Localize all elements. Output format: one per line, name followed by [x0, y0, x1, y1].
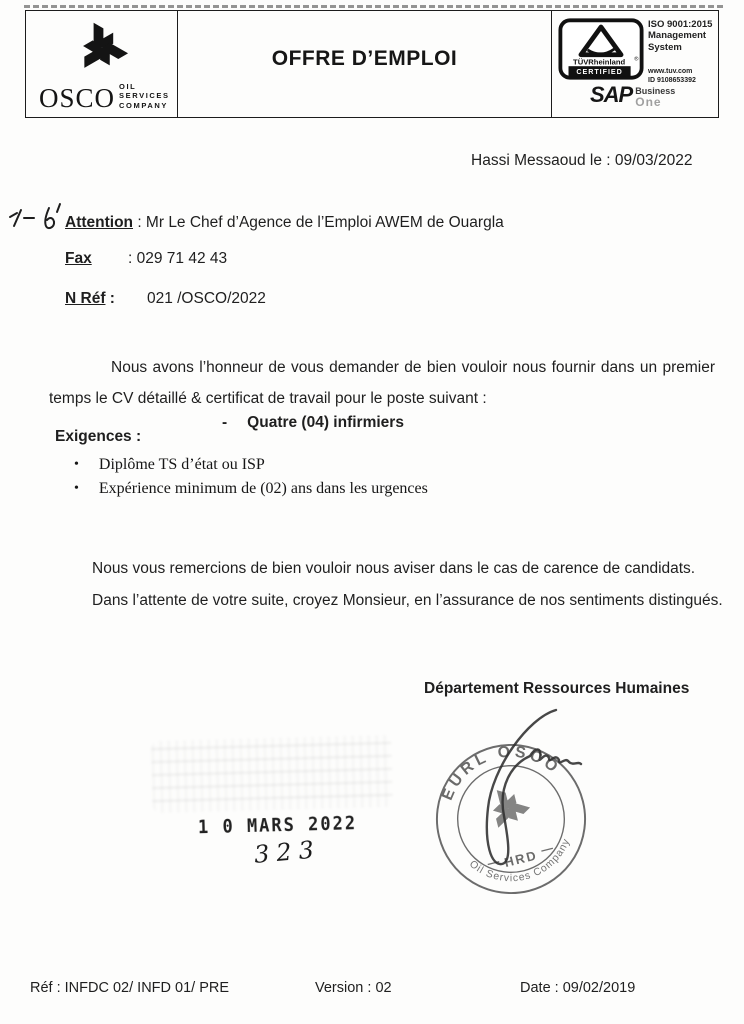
- footer-date: Date : 09/02/2019: [520, 980, 636, 996]
- requirements-label: Exigences :: [55, 428, 142, 445]
- place-and-date: Hassi Messaoud le : 09/03/2022: [471, 152, 693, 169]
- requirement-item: [74, 453, 428, 477]
- iso-system-line1: Management: [648, 30, 707, 42]
- attention-row: [65, 214, 504, 232]
- company-name: OSCO: [39, 83, 116, 113]
- closing-paragraph-2: Dans l’attente de votre suite, croyez Monsieur, en l’assurance de nos sentiments distingués.: [92, 592, 723, 609]
- attention-label: Attention: [65, 214, 134, 231]
- fax-value: : 029 71 42 43: [128, 250, 228, 267]
- sap-suite-line1: Business: [635, 86, 676, 96]
- footer-version: Version : 02: [315, 980, 392, 996]
- requirements-list: [74, 453, 428, 501]
- reference-label: N Réf: [65, 290, 106, 307]
- reference-colon: :: [105, 290, 115, 307]
- pen-annotation-icon: [2, 196, 64, 242]
- stamp-top-text: EURL OSCO: [438, 743, 564, 803]
- letterhead: [25, 10, 719, 118]
- stamp-bottom-text: Oil Services Company: [467, 836, 573, 885]
- attention-value: : Mr Le Chef d’Agence de l’Emploi AWEM de Ouargla: [133, 214, 504, 231]
- requirement-text: Diplôme TS d’état ou ISP: [98, 456, 265, 473]
- sap-business-one-logo: [590, 82, 676, 109]
- stamp-center-text: HRD: [502, 847, 540, 871]
- fax-row: [65, 250, 227, 268]
- bullet-icon: •: [74, 481, 79, 496]
- tuv-brand-text: TÜVRheinland: [573, 57, 626, 67]
- tuv-certified-badge: [558, 18, 644, 80]
- tuv-id: ID 9108653392: [648, 77, 696, 85]
- fax-label: Fax: [65, 250, 92, 267]
- closing-paragraph-1: Nous vous remercions de bien vouloir nous aviser dans le cas de carence de candidats.: [92, 560, 696, 577]
- reference-value: 021 /OSCO/2022: [146, 290, 266, 307]
- tuv-url: www.tuv.com: [648, 68, 693, 76]
- tuv-reg-mark: ®: [634, 56, 639, 63]
- company-subtitle-line2: COMPANY: [119, 100, 169, 110]
- requirement-item: [74, 477, 428, 501]
- date-stamp: 1 0 MARS 2022: [197, 813, 358, 839]
- faded-stamp-smudge: [151, 735, 393, 813]
- body-paragraph: Nous avons l’honneur de vous demander de bien vouloir nous fournir dans un premier temps le CV détaillé & certificat de travail pour le poste suivant :: [49, 359, 715, 407]
- iso-certification-text: [648, 19, 716, 85]
- requirement-text: Expérience minimum de (02) ans dans les urgences: [98, 480, 428, 497]
- sap-suite-line2: One: [635, 95, 662, 109]
- position-line: [222, 414, 404, 432]
- company-wordmark: [39, 82, 177, 112]
- company-subtitle: [119, 82, 177, 112]
- sap-wordmark: SAP: [590, 82, 633, 107]
- osco-hex-icon: [66, 13, 138, 83]
- department-signature-title: Département Ressources Humaines: [424, 680, 690, 697]
- page-title: OFFRE D’EMPLOI: [271, 47, 458, 70]
- handwritten-number: 323: [252, 835, 322, 869]
- position-title: Quatre (04) infirmiers: [247, 414, 404, 431]
- document-title-cell: [178, 11, 552, 117]
- certified-label: CERTIFIED: [576, 68, 623, 77]
- bullet-icon: •: [74, 457, 79, 472]
- footer-reference: Réf : INFDC 02/ INFD 01/ PRE: [30, 980, 230, 996]
- iso-system-line2: System: [648, 41, 682, 53]
- certification-cell: [552, 11, 718, 117]
- company-subtitle-line1: OIL SERVICES: [119, 81, 170, 101]
- position-dash: -: [222, 414, 228, 431]
- handwritten-signature: [428, 698, 648, 883]
- company-logo-cell: [26, 11, 178, 117]
- iso-standard: ISO 9001:2015: [648, 19, 713, 30]
- reference-row: [65, 290, 266, 308]
